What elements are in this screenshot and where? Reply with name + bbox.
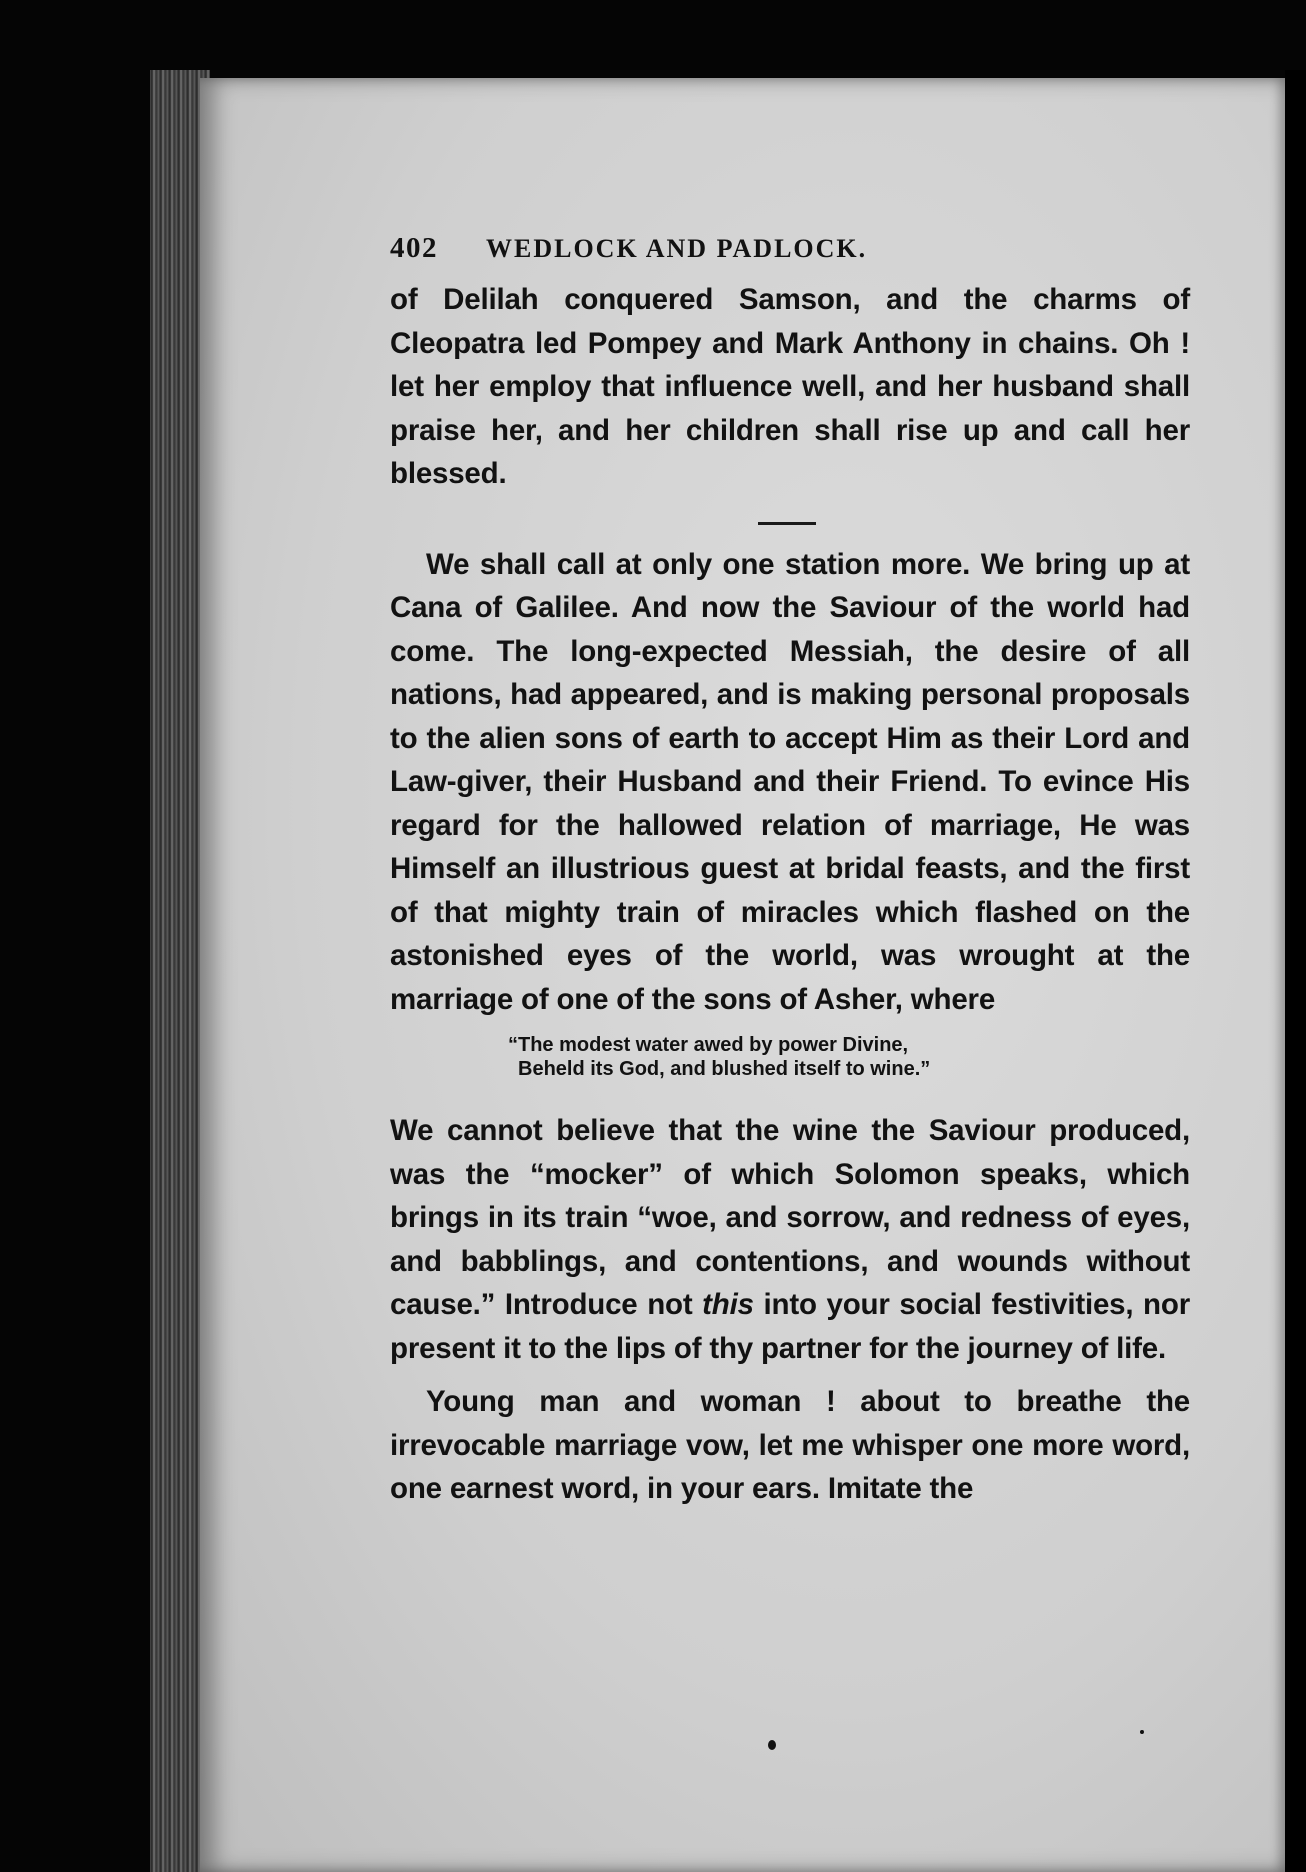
verse-quote (390, 1033, 1190, 1081)
paragraph-mocker-text: We cannot believe that the wine the Saviour produced, was the “mocker” of which Solomon speaks, which brings in its train “woe, and sorrow, and redness of eyes, and babblings, and contentions, and wounds without cause.” (390, 1114, 1190, 1321)
section-divider (758, 522, 816, 525)
emphasis-this: this (702, 1288, 754, 1321)
ink-speck (768, 1740, 776, 1750)
paragraph-delilah: of Delilah conquered Samson, and the charms of Cleopatra led Pompey and Mark Anthony in chains. Oh ! let her employ that influence well, and her husband shall praise her, and her children shall rise up and call her blessed. (390, 283, 1190, 490)
scan-border (1285, 70, 1306, 1872)
paragraph-mocker (390, 1109, 1190, 1370)
verse-line-2: Beheld its God, and blushed itself to wine.” (518, 1058, 931, 1080)
page-text (390, 232, 1190, 1511)
paragraph-cana: We shall call at only one station more. We bring up at Cana of Galilee. And now the Saviour of the world had come. The long-expected Messiah, the desire of all nations, had appeared, and is making personal proposals to the alien sons of earth to accept Him as their Lord and Law-giver, their Husband and their Friend. To evince His regard for the hallowed relation of marriage, He was Himself an illustrious guest at bridal feasts, and the first of that mighty train of miracles which flashed on the astonished eyes of the world, was wrought at the marriage of one of the sons of Asher, where (390, 547, 1190, 1016)
paragraph-festivities-text: your social festivities, nor present it to the lips of thy partner for the journey of life. (390, 1288, 1190, 1365)
paragraph-young-man: Young man and woman ! about to breathe the irrevocable marriage vow, let me whisper one more word, one earnest word, in your ears. Imitate the (390, 1385, 1190, 1505)
introduce-text: Introduce not (504, 1288, 693, 1321)
running-title: WEDLOCK AND PADLOCK. (486, 234, 868, 263)
into-text: into (763, 1288, 817, 1321)
ink-speck (1140, 1730, 1144, 1734)
running-header (390, 232, 1190, 278)
verse-line-1: “The modest water awed by power Divine, (508, 1034, 909, 1056)
page-number: 402 (390, 232, 438, 264)
